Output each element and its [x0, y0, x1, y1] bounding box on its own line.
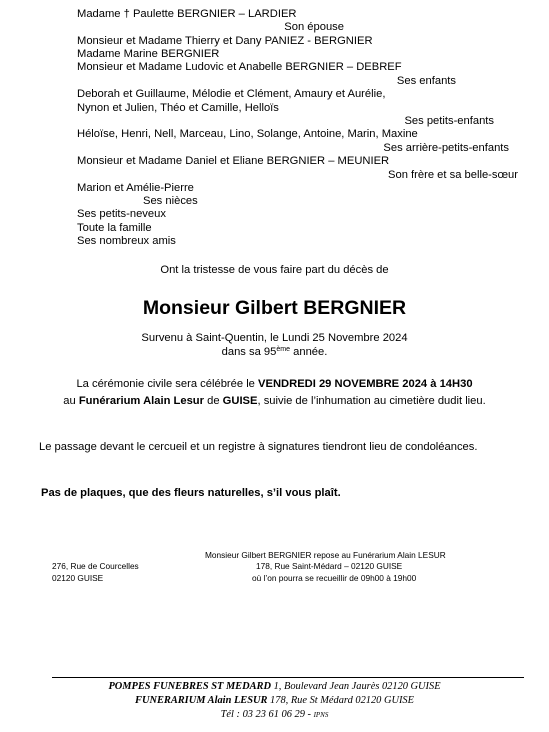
ceremony-funerarium: Funérarium Alain Lesur: [78, 395, 204, 407]
family-line-1: Madame † Paulette BERGNIER – LARDIER: [77, 8, 297, 20]
announce-intro: Ont la tristesse de vous faire part du décès de: [160, 264, 389, 276]
family-line-2: Monsieur et Madame Thierry et Dany PANIEZ - BERGNIER: [77, 35, 373, 47]
family-line-11: Toute la famille: [77, 222, 152, 234]
footer-line-3: [0, 709, 549, 721]
family-line-4: Monsieur et Madame Ludovic et Anabelle BERGNIER – DEBREF: [77, 61, 402, 73]
ceremony-au: au: [63, 395, 79, 407]
age-superscript: ème: [276, 346, 291, 353]
age-prefix: dans sa 95: [221, 346, 277, 358]
ceremony-de: de: [204, 395, 223, 407]
family-role-spouse: Son épouse: [284, 21, 344, 33]
home-address-street: 276, Rue de Courcelles: [52, 561, 139, 571]
ceremony-text: La cérémonie civile sera célébrée le: [76, 378, 259, 390]
family-role-children: Ses enfants: [396, 75, 456, 87]
family-line-7: Héloïse, Henri, Nell, Marceau, Lino, Solange, Antoine, Marin, Maxine: [77, 128, 418, 140]
footer-phone: Tél : 03 23 61 06 29 -: [220, 709, 314, 720]
age-line: [0, 346, 549, 359]
footer-divider: [52, 677, 524, 678]
ceremony-town: GUISE: [222, 395, 258, 407]
family-role-nieces: Ses nièces: [143, 195, 198, 207]
death-line: Survenu à Saint-Quentin, le Lundi 25 Novembre 2024: [141, 332, 408, 344]
ceremony-date: VENDREDI 29 NOVEMBRE 2024 à 14H30: [258, 378, 473, 390]
footer-line-1: [0, 681, 549, 693]
ceremony-line-1: [0, 378, 549, 391]
footer-company: POMPES FUNEBRES ST MEDARD: [108, 681, 271, 692]
family-role-brother: Son frère et sa belle-sœur: [388, 169, 518, 181]
family-role-great-grandchildren: Ses arrière-petits-enfants: [383, 142, 509, 154]
footer-ipns: IPNS: [313, 711, 329, 719]
repose-line-3: où l’on pourra se recueillir de 09h00 à 19h00: [252, 573, 417, 583]
footer-funerarium-address: 178, Rue St Médard 02120 GUISE: [267, 695, 414, 706]
age-suffix: année.: [290, 346, 328, 358]
footer-funerarium: FUNERARIUM Alain LESUR: [135, 695, 268, 706]
family-line-5: Deborah et Guillaume, Mélodie et Clément, Amaury et Aurélie,: [77, 88, 386, 100]
condolences-note: Le passage devant le cercueil et un registre à signatures tiendront lieu de condoléances.: [39, 441, 478, 453]
family-line-12: Ses nombreux amis: [77, 235, 176, 247]
ceremony-line-2: [0, 395, 549, 408]
family-line-9: Marion et Amélie-Pierre: [77, 182, 194, 194]
family-line-8: Monsieur et Madame Daniel et Eliane BERGNIER – MEUNIER: [77, 155, 390, 167]
family-line-3: Madame Marine BERGNIER: [77, 48, 220, 60]
home-address-town: 02120 GUISE: [52, 573, 104, 583]
repose-line-1: Monsieur Gilbert BERGNIER repose au Funérarium Alain LESUR: [205, 550, 446, 560]
footer-line-2: [0, 695, 549, 707]
deceased-name: Monsieur Gilbert BERGNIER: [142, 297, 407, 319]
ceremony-burial: , suivie de l’inhumation au cimetière dudit lieu.: [257, 395, 486, 407]
footer-company-address: 1, Boulevard Jean Jaurès 02120 GUISE: [270, 681, 441, 692]
family-role-grandchildren: Ses petits-enfants: [404, 115, 494, 127]
family-line-10: Ses petits-neveux: [77, 208, 166, 220]
repose-line-2: 178, Rue Saint-Médard – 02120 GUISE: [256, 561, 403, 571]
family-line-6: Nynon et Julien, Théo et Camille, Helloïs: [77, 102, 279, 114]
flowers-note: Pas de plaques, que des fleurs naturelles, s’il vous plaît.: [41, 487, 341, 499]
